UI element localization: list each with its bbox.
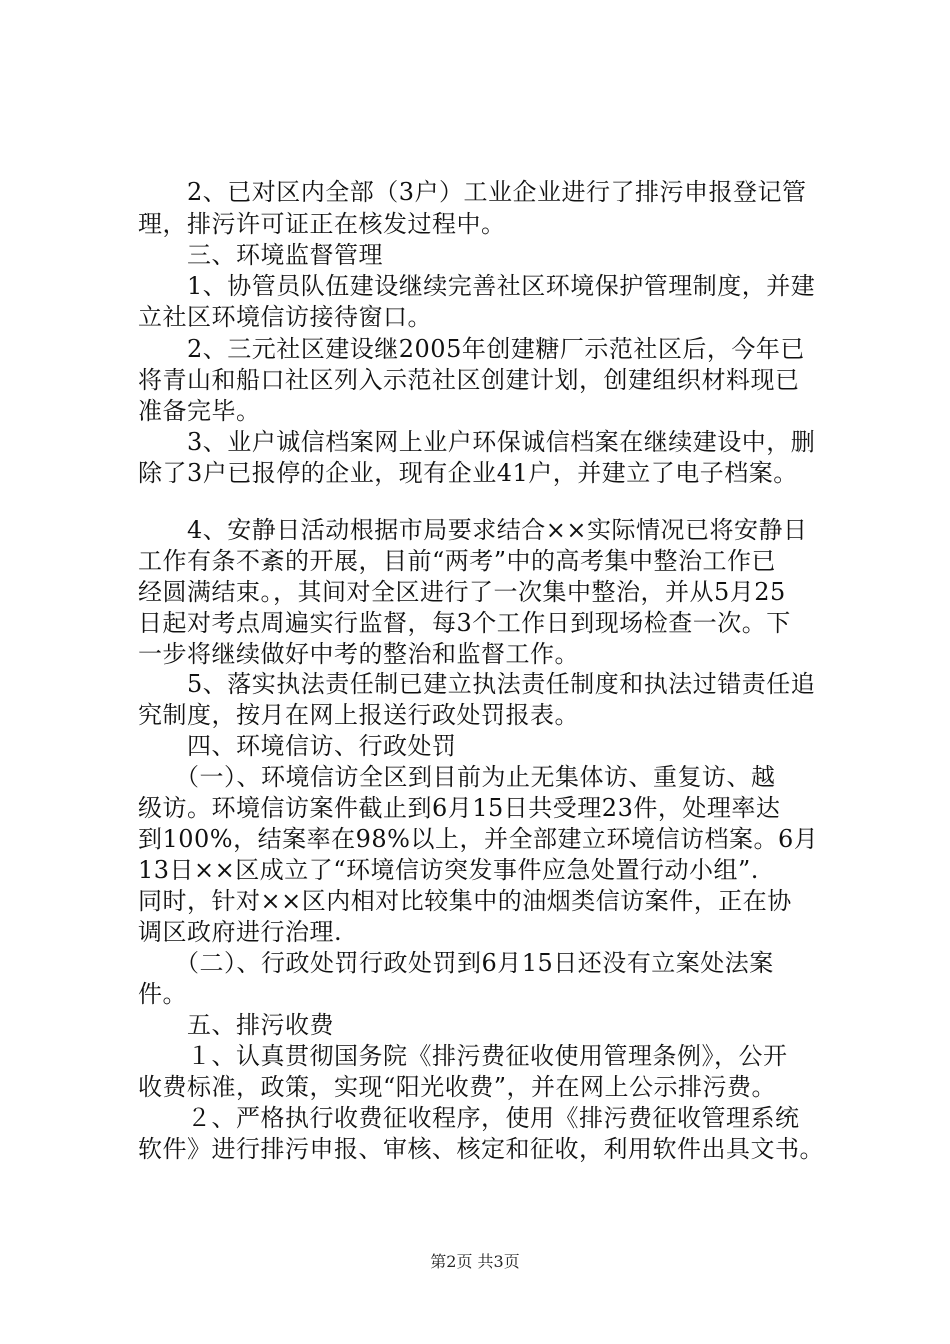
text-line: 件。 [138, 980, 187, 1008]
text-line: 同时，针对××区内相对比较集中的油烟类信访案件，正在协 [138, 887, 792, 915]
text-line: １、认真贯彻国务院《排污费征收使用管理条例》，公开 [138, 1042, 788, 1070]
text-line: 究制度，按月在网上报送行政处罚报表。 [138, 701, 579, 729]
text-line: 除了3户已报停的企业，现有企业41户，并建立了电子档案。 [138, 459, 798, 487]
text-line: 2、已对区内全部（3户）工业企业进行了排污申报登记管 [138, 178, 807, 206]
text-line: 一步将继续做好中考的整治和监督工作。 [138, 640, 579, 668]
text-line: 调区政府进行治理. [138, 918, 343, 946]
text-line: 理，排污许可证正在核发过程中。 [138, 210, 506, 238]
text-line: 立社区环境信访接待窗口。 [138, 303, 432, 331]
text-line: 2、三元社区建设继2005年创建糖厂示范社区后，今年已 [138, 335, 805, 363]
text-line: 收费标准，政策，实现“阳光收费”，并在网上公示排污费。 [138, 1073, 777, 1101]
text-line: 5、落实执法责任制已建立执法责任制度和执法过错责任追 [138, 670, 816, 698]
text-line: 准备完毕。 [138, 397, 261, 425]
text-line: （一）、环境信访全区到目前为止无集体访、重复访、越 [138, 763, 776, 791]
text-line: 经圆满结束。，其间对全区进行了一次集中整治，并从5月25 [138, 578, 786, 606]
text-line: ２、严格执行收费征收程序，使用《排污费征收管理系统 [138, 1104, 800, 1132]
text-line: 工作有条不紊的开展，目前“两考”中的高考集中整治工作已 [138, 547, 777, 575]
page-footer: 第2页 共3页 [430, 1252, 520, 1271]
text-line: 到100%，结案率在98%以上，并全部建立环境信访档案。6月 [138, 825, 819, 853]
section-heading: 三、环境监督管理 [138, 241, 383, 269]
text-line: 4、安静日活动根据市局要求结合××实际情况已将安静日 [138, 516, 808, 544]
section-heading: 四、环境信访、行政处罚 [138, 732, 457, 760]
text-line: （二）、行政处罚行政处罚到6月15日还没有立案处法案 [138, 949, 774, 977]
text-line: 3、业户诚信档案网上业户环保诚信档案在继续建设中，删 [138, 428, 816, 456]
text-line: 日起对考点周遍实行监督，每3个工作日到现场检查一次。下 [138, 609, 791, 637]
text-line: 将青山和船口社区列入示范社区创建计划，创建组织材料现已 [138, 366, 800, 394]
text-line: 13日××区成立了“环境信访突发事件应急处置行动小组”. [138, 856, 759, 884]
section-heading: 五、排污收费 [138, 1011, 334, 1039]
text-line: 1、协管员队伍建设继续完善社区环境保护管理制度，并建 [138, 272, 816, 300]
text-line: 级访。环境信访案件截止到6月15日共受理23件，处理率达 [138, 794, 781, 822]
text-line: 软件》进行排污申报、审核、核定和征收，利用软件出具文书。 [138, 1135, 824, 1163]
